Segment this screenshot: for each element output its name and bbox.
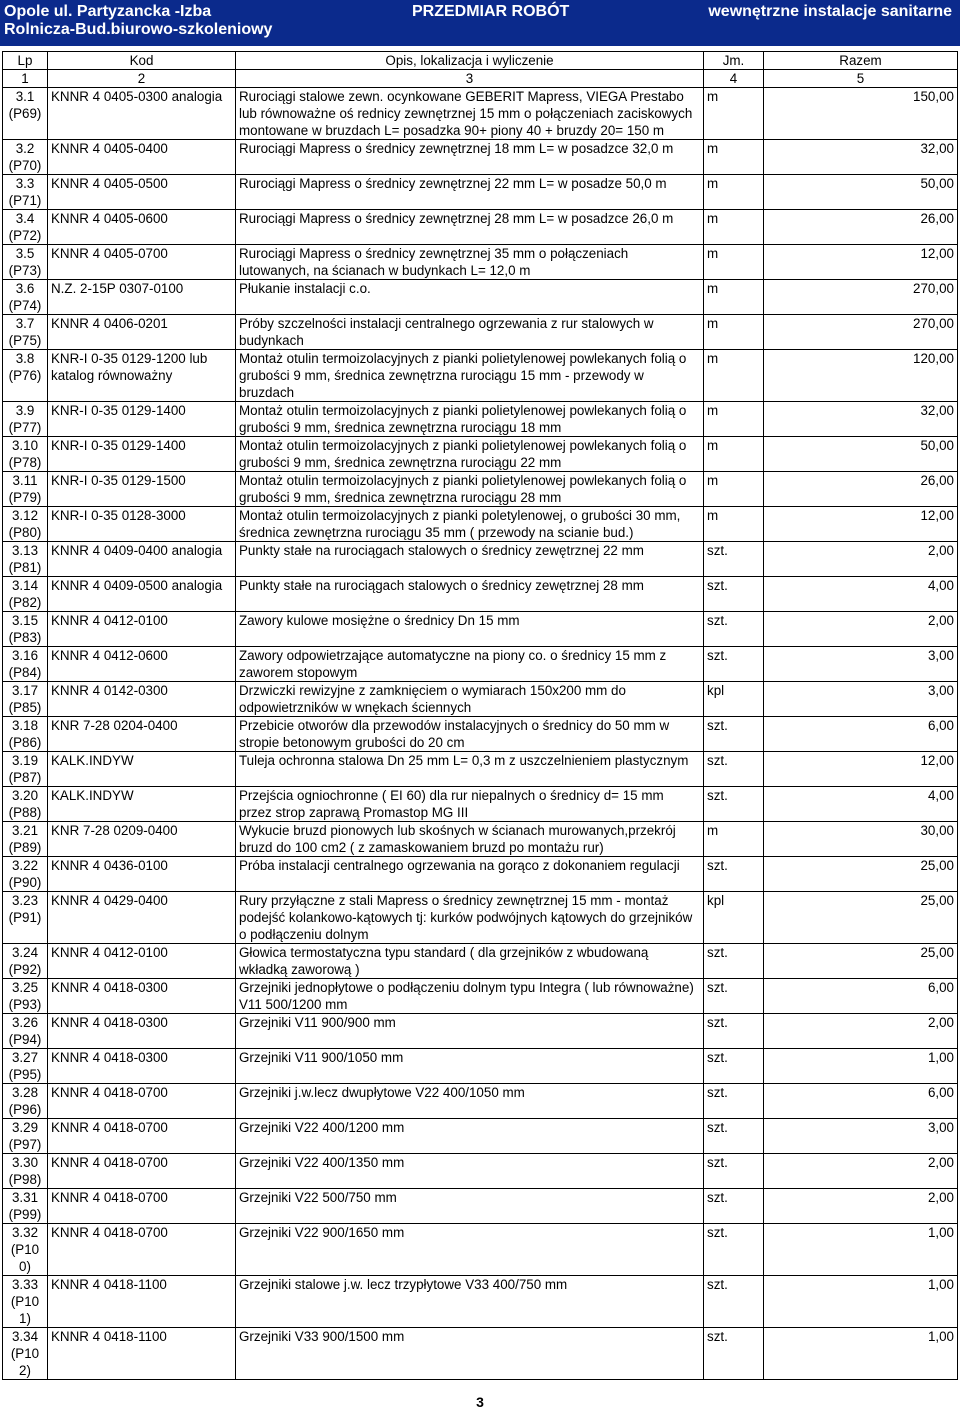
table-row <box>3 280 958 315</box>
row-unit: kpl <box>704 892 764 944</box>
col-number-4: 4 <box>704 70 764 88</box>
row-code: KNNR 4 0412-0100 <box>48 944 236 979</box>
row-description: Rurociągi Mapress o średnicy zewnętrznej 35 mm o połączeniach lutowanych, na ścianach w budynkach L= 12,0 m <box>236 245 704 280</box>
table-row <box>3 752 958 787</box>
table-row <box>3 682 958 717</box>
row-lp: 3.12 (P80) <box>3 507 48 542</box>
row-quantity: 32,00 <box>764 140 958 175</box>
row-lp: 3.22 (P90) <box>3 857 48 892</box>
row-description: Przebicie otworów dla przewodów instalacyjnych o średnicy do 50 mm w stropie betonowym grubości do 20 cm <box>236 717 704 752</box>
table-row <box>3 857 958 892</box>
row-description: Montaż otulin termoizolacyjnych z pianki polietylenowej powlekanych folią o grubości 9 mm, średnica zewnętrzna rurociągu 28 mm <box>236 472 704 507</box>
table-row <box>3 1189 958 1224</box>
row-quantity: 6,00 <box>764 979 958 1014</box>
row-description: Montaż otulin termoizolacyjnych z pianki polietylenowej powlekanych folią o grubości 9 mm, średnica zewnętrzna rurociągu 15 mm - przewody w bruzdach <box>236 350 704 402</box>
row-description: Grzejniki V22 400/1200 mm <box>236 1119 704 1154</box>
row-code: KNNR 4 0418-1100 <box>48 1328 236 1380</box>
table-row <box>3 88 958 140</box>
row-lp: 3.31 (P99) <box>3 1189 48 1224</box>
table-row <box>3 210 958 245</box>
row-code: KNNR 4 0412-0600 <box>48 647 236 682</box>
row-quantity: 2,00 <box>764 612 958 647</box>
row-lp: 3.7 (P75) <box>3 315 48 350</box>
row-lp: 3.2 (P70) <box>3 140 48 175</box>
row-quantity: 30,00 <box>764 822 958 857</box>
document-header <box>0 0 960 46</box>
table-row <box>3 175 958 210</box>
row-code: KNR 7-28 0204-0400 <box>48 717 236 752</box>
row-unit: szt. <box>704 1084 764 1119</box>
row-code: KNNR 4 0406-0201 <box>48 315 236 350</box>
row-unit: szt. <box>704 1224 764 1276</box>
row-lp: 3.32 (P10 0) <box>3 1224 48 1276</box>
row-code: KNNR 4 0418-0700 <box>48 1189 236 1224</box>
row-description: Głowica termostatyczna typu standard ( dla grzejników z wbudowaną wkładką zaworową ) <box>236 944 704 979</box>
table-row <box>3 402 958 437</box>
row-description: Rury przyłączne z stali Mapress o średnicy zewnętrznej 15 mm - montaż podejść kolankowo-kątowych tj: kurków podwójnych kątowych do grzejników o podłączeniu dolnym <box>236 892 704 944</box>
row-description: Płukanie instalacji c.o. <box>236 280 704 315</box>
row-quantity: 4,00 <box>764 577 958 612</box>
row-code: KNNR 4 0418-1100 <box>48 1276 236 1328</box>
row-description: Grzejniki V22 400/1350 mm <box>236 1154 704 1189</box>
row-unit: szt. <box>704 1119 764 1154</box>
project-location-line2: Rolnicza-Bud.biurowo-szkoleniowy <box>4 21 273 38</box>
row-quantity: 120,00 <box>764 350 958 402</box>
row-lp: 3.1 (P69) <box>3 88 48 140</box>
row-lp: 3.11 (P79) <box>3 472 48 507</box>
row-code: KNNR 4 0405-0700 <box>48 245 236 280</box>
table-body <box>3 88 958 1380</box>
row-lp: 3.18 (P86) <box>3 717 48 752</box>
table-row <box>3 350 958 402</box>
row-description: Wykucie bruzd pionowych lub skośnych w ścianach murowanych,przekrój bruzd do 100 cm2 ( z zamaskowaniem bruzd po montażu rur) <box>236 822 704 857</box>
row-lp: 3.33 (P10 1) <box>3 1276 48 1328</box>
row-unit: szt. <box>704 787 764 822</box>
table-row <box>3 1154 958 1189</box>
document-title: PRZEDMIAR ROBÓT <box>412 3 570 20</box>
row-description: Drzwiczki rewizyjne z zamknięciem o wymiarach 150x200 mm do odpowietrzników w wnękach ściennych <box>236 682 704 717</box>
column-header-row <box>3 52 958 70</box>
row-quantity: 26,00 <box>764 472 958 507</box>
row-unit: szt. <box>704 944 764 979</box>
row-quantity: 26,00 <box>764 210 958 245</box>
row-unit: szt. <box>704 752 764 787</box>
col-header-razem: Razem <box>764 52 958 70</box>
row-quantity: 2,00 <box>764 1014 958 1049</box>
row-quantity: 270,00 <box>764 315 958 350</box>
row-code: KNR-I 0-35 0129-1400 <box>48 437 236 472</box>
row-lp: 3.28 (P96) <box>3 1084 48 1119</box>
row-unit: szt. <box>704 1154 764 1189</box>
row-quantity: 270,00 <box>764 280 958 315</box>
row-code: KNNR 4 0429-0400 <box>48 892 236 944</box>
col-number-3: 3 <box>236 70 704 88</box>
row-lp: 3.34 (P10 2) <box>3 1328 48 1380</box>
row-description: Rurociągi stalowe zewn. ocynkowane GEBERIT Mapress, VIEGA Prestabo lub równoważne oś rednicy zewnętrznej 15 mm o połączeniach zaciskowych montowane w bruzdach L= posadzka 90+ piony 40 + bruzdy 20= 150 m <box>236 88 704 140</box>
row-quantity: 50,00 <box>764 175 958 210</box>
row-lp: 3.14 (P82) <box>3 577 48 612</box>
row-description: Grzejniki stalowe j.w. lecz trzypłytowe V33 400/750 mm <box>236 1276 704 1328</box>
row-lp: 3.25 (P93) <box>3 979 48 1014</box>
table-row <box>3 1049 958 1084</box>
col-number-5: 5 <box>764 70 958 88</box>
row-unit: m <box>704 280 764 315</box>
row-lp: 3.30 (P98) <box>3 1154 48 1189</box>
row-code: KNNR 4 0418-0700 <box>48 1154 236 1189</box>
col-header-kod: Kod <box>48 52 236 70</box>
table-row <box>3 1276 958 1328</box>
row-unit: szt. <box>704 612 764 647</box>
row-quantity: 3,00 <box>764 682 958 717</box>
table-row <box>3 1014 958 1049</box>
table-row <box>3 507 958 542</box>
row-unit: szt. <box>704 717 764 752</box>
row-lp: 3.16 (P84) <box>3 647 48 682</box>
row-unit: szt. <box>704 1276 764 1328</box>
table-row <box>3 1328 958 1380</box>
row-code: KNR-I 0-35 0129-1200 lub katalog równoważny <box>48 350 236 402</box>
col-number-1: 1 <box>3 70 48 88</box>
row-quantity: 2,00 <box>764 1154 958 1189</box>
table-row <box>3 892 958 944</box>
row-description: Punkty stałe na rurociągach stalowych o średnicy zewętrznej 22 mm <box>236 542 704 577</box>
row-description: Rurociągi Mapress o średnicy zewnętrznej 18 mm L= w posadzce 32,0 m <box>236 140 704 175</box>
row-description: Montaż otulin termoizolacyjnych z pianki poletylenowej, o grubości 30 mm, średnica zewnętrzna rurociągu 35 mm ( przewody na scianie bud.) <box>236 507 704 542</box>
row-lp: 3.23 (P91) <box>3 892 48 944</box>
col-header-lp: Lp <box>3 52 48 70</box>
row-description: Montaż otulin termoizolacyjnych z pianki polietylenowej powlekanych folią o grubości 9 mm, średnica zewnętrzna rurociągu 22 mm <box>236 437 704 472</box>
table-row <box>3 647 958 682</box>
row-unit: szt. <box>704 979 764 1014</box>
row-quantity: 150,00 <box>764 88 958 140</box>
row-unit: m <box>704 210 764 245</box>
table-row <box>3 437 958 472</box>
row-quantity: 1,00 <box>764 1049 958 1084</box>
row-lp: 3.27 (P95) <box>3 1049 48 1084</box>
row-description: Grzejniki V22 500/750 mm <box>236 1189 704 1224</box>
project-location <box>4 3 272 39</box>
row-unit: szt. <box>704 647 764 682</box>
row-code: KNNR 4 0436-0100 <box>48 857 236 892</box>
row-quantity: 25,00 <box>764 857 958 892</box>
row-description: Grzejniki j.w.lecz dwupłytowe V22 400/1050 mm <box>236 1084 704 1119</box>
row-lp: 3.24 (P92) <box>3 944 48 979</box>
row-code: KNNR 4 0405-0500 <box>48 175 236 210</box>
row-unit: szt. <box>704 1189 764 1224</box>
table-row <box>3 979 958 1014</box>
row-code: KNR-I 0-35 0128-3000 <box>48 507 236 542</box>
row-quantity: 3,00 <box>764 1119 958 1154</box>
row-quantity: 12,00 <box>764 752 958 787</box>
row-unit: szt. <box>704 857 764 892</box>
row-lp: 3.17 (P85) <box>3 682 48 717</box>
row-unit: m <box>704 472 764 507</box>
row-code: KNR 7-28 0209-0400 <box>48 822 236 857</box>
row-code: KNNR 4 0418-0300 <box>48 1049 236 1084</box>
row-code: KNNR 4 0418-0300 <box>48 979 236 1014</box>
row-lp: 3.3 (P71) <box>3 175 48 210</box>
table-row <box>3 542 958 577</box>
row-code: KNNR 4 0409-0400 analogia <box>48 542 236 577</box>
table-row <box>3 822 958 857</box>
row-code: KNNR 4 0418-0700 <box>48 1224 236 1276</box>
row-description: Rurociągi Mapress o średnicy zewnętrznej 28 mm L= w posadzce 26,0 m <box>236 210 704 245</box>
row-lp: 3.6 (P74) <box>3 280 48 315</box>
row-lp: 3.13 (P81) <box>3 542 48 577</box>
row-quantity: 12,00 <box>764 507 958 542</box>
table-row <box>3 1084 958 1119</box>
row-lp: 3.29 (P97) <box>3 1119 48 1154</box>
col-header-jm: Jm. <box>704 52 764 70</box>
row-quantity: 6,00 <box>764 1084 958 1119</box>
row-quantity: 6,00 <box>764 717 958 752</box>
row-unit: szt. <box>704 577 764 612</box>
row-code: KNNR 4 0412-0100 <box>48 612 236 647</box>
row-description: Grzejniki V11 900/1050 mm <box>236 1049 704 1084</box>
row-description: Rurociągi Mapress o średnicy zewnętrznej 22 mm L= w posadze 50,0 m <box>236 175 704 210</box>
row-unit: m <box>704 822 764 857</box>
table-row <box>3 245 958 280</box>
row-lp: 3.8 (P76) <box>3 350 48 402</box>
row-unit: szt. <box>704 1328 764 1380</box>
project-location-line1: Opole ul. Partyzancka -Izba <box>4 3 212 20</box>
row-quantity: 1,00 <box>764 1328 958 1380</box>
row-code: KNNR 4 0405-0400 <box>48 140 236 175</box>
row-description: Grzejniki V33 900/1500 mm <box>236 1328 704 1380</box>
row-description: Grzejniki V11 900/900 mm <box>236 1014 704 1049</box>
row-lp: 3.5 (P73) <box>3 245 48 280</box>
row-unit: szt. <box>704 1014 764 1049</box>
row-quantity: 1,00 <box>764 1276 958 1328</box>
row-description: Grzejniki jednopłytowe o podłączeniu dolnym typu Integra ( lub równoważne) V11 500/1200 mm <box>236 979 704 1014</box>
table-row <box>3 1119 958 1154</box>
row-quantity: 25,00 <box>764 892 958 944</box>
table-row <box>3 315 958 350</box>
row-unit: m <box>704 315 764 350</box>
row-quantity: 2,00 <box>764 1189 958 1224</box>
table-row <box>3 612 958 647</box>
row-code: KNNR 4 0409-0500 analogia <box>48 577 236 612</box>
row-lp: 3.26 (P94) <box>3 1014 48 1049</box>
row-lp: 3.21 (P89) <box>3 822 48 857</box>
row-code: KNNR 4 0405-0300 analogia <box>48 88 236 140</box>
row-code: KNR-I 0-35 0129-1400 <box>48 402 236 437</box>
row-lp: 3.4 (P72) <box>3 210 48 245</box>
row-description: Montaż otulin termoizolacyjnych z pianki polietylenowej powlekanych folią o grubości 9 mm, średnica zewnętrzna rurociągu 18 mm <box>236 402 704 437</box>
row-description: Próby szczelności instalacji centralnego ogrzewania z rur stalowych w budynkach <box>236 315 704 350</box>
row-code: KALK.INDYW <box>48 752 236 787</box>
table-row <box>3 944 958 979</box>
row-unit: kpl <box>704 682 764 717</box>
row-code: KNNR 4 0418-0300 <box>48 1014 236 1049</box>
row-code: KNR-I 0-35 0129-1500 <box>48 472 236 507</box>
table-row <box>3 577 958 612</box>
row-quantity: 50,00 <box>764 437 958 472</box>
row-code: KNNR 4 0142-0300 <box>48 682 236 717</box>
row-code: KALK.INDYW <box>48 787 236 822</box>
row-unit: m <box>704 88 764 140</box>
row-code: KNNR 4 0418-0700 <box>48 1084 236 1119</box>
row-quantity: 3,00 <box>764 647 958 682</box>
row-description: Punkty stałe na rurociągach stalowych o średnicy zewętrznej 28 mm <box>236 577 704 612</box>
col-header-opis: Opis, lokalizacja i wyliczenie <box>236 52 704 70</box>
page-number: 3 <box>476 1394 484 1410</box>
row-unit: m <box>704 437 764 472</box>
row-quantity: 25,00 <box>764 944 958 979</box>
bill-of-quantities-table <box>2 51 958 1380</box>
row-code: N.Z. 2-15P 0307-0100 <box>48 280 236 315</box>
row-lp: 3.20 (P88) <box>3 787 48 822</box>
row-code: KNNR 4 0418-0700 <box>48 1119 236 1154</box>
row-quantity: 4,00 <box>764 787 958 822</box>
row-description: Zawory kulowe mosiężne o średnicy Dn 15 mm <box>236 612 704 647</box>
table-row <box>3 140 958 175</box>
row-description: Tuleja ochronna stalowa Dn 25 mm L= 0,3 m z uszczelnieniem plastycznym <box>236 752 704 787</box>
row-unit: m <box>704 140 764 175</box>
row-quantity: 32,00 <box>764 402 958 437</box>
row-quantity: 12,00 <box>764 245 958 280</box>
row-unit: m <box>704 507 764 542</box>
document-section: wewnętrzne instalacje sanitarne <box>708 3 952 20</box>
row-unit: m <box>704 175 764 210</box>
row-unit: szt. <box>704 1049 764 1084</box>
row-description: Próba instalacji centralnego ogrzewania na gorąco z dokonaniem regulacji <box>236 857 704 892</box>
row-unit: m <box>704 350 764 402</box>
row-quantity: 1,00 <box>764 1224 958 1276</box>
table-row <box>3 1224 958 1276</box>
row-lp: 3.10 (P78) <box>3 437 48 472</box>
row-lp: 3.15 (P83) <box>3 612 48 647</box>
row-description: Przejścia ogniochronne ( EI 60) dla rur niepalnych o średnicy d= 15 mm przez strop zaprawą Promastop MG III <box>236 787 704 822</box>
col-number-2: 2 <box>48 70 236 88</box>
row-description: Zawory odpowietrzające automatyczne na piony co. o średnicy 15 mm z zaworem stopowym <box>236 647 704 682</box>
row-unit: m <box>704 402 764 437</box>
table-row <box>3 717 958 752</box>
row-quantity: 2,00 <box>764 542 958 577</box>
column-number-row <box>3 70 958 88</box>
row-code: KNNR 4 0405-0600 <box>48 210 236 245</box>
row-unit: m <box>704 245 764 280</box>
row-lp: 3.9 (P77) <box>3 402 48 437</box>
row-description: Grzejniki V22 900/1650 mm <box>236 1224 704 1276</box>
table-row <box>3 472 958 507</box>
row-lp: 3.19 (P87) <box>3 752 48 787</box>
table-row <box>3 787 958 822</box>
row-unit: szt. <box>704 542 764 577</box>
